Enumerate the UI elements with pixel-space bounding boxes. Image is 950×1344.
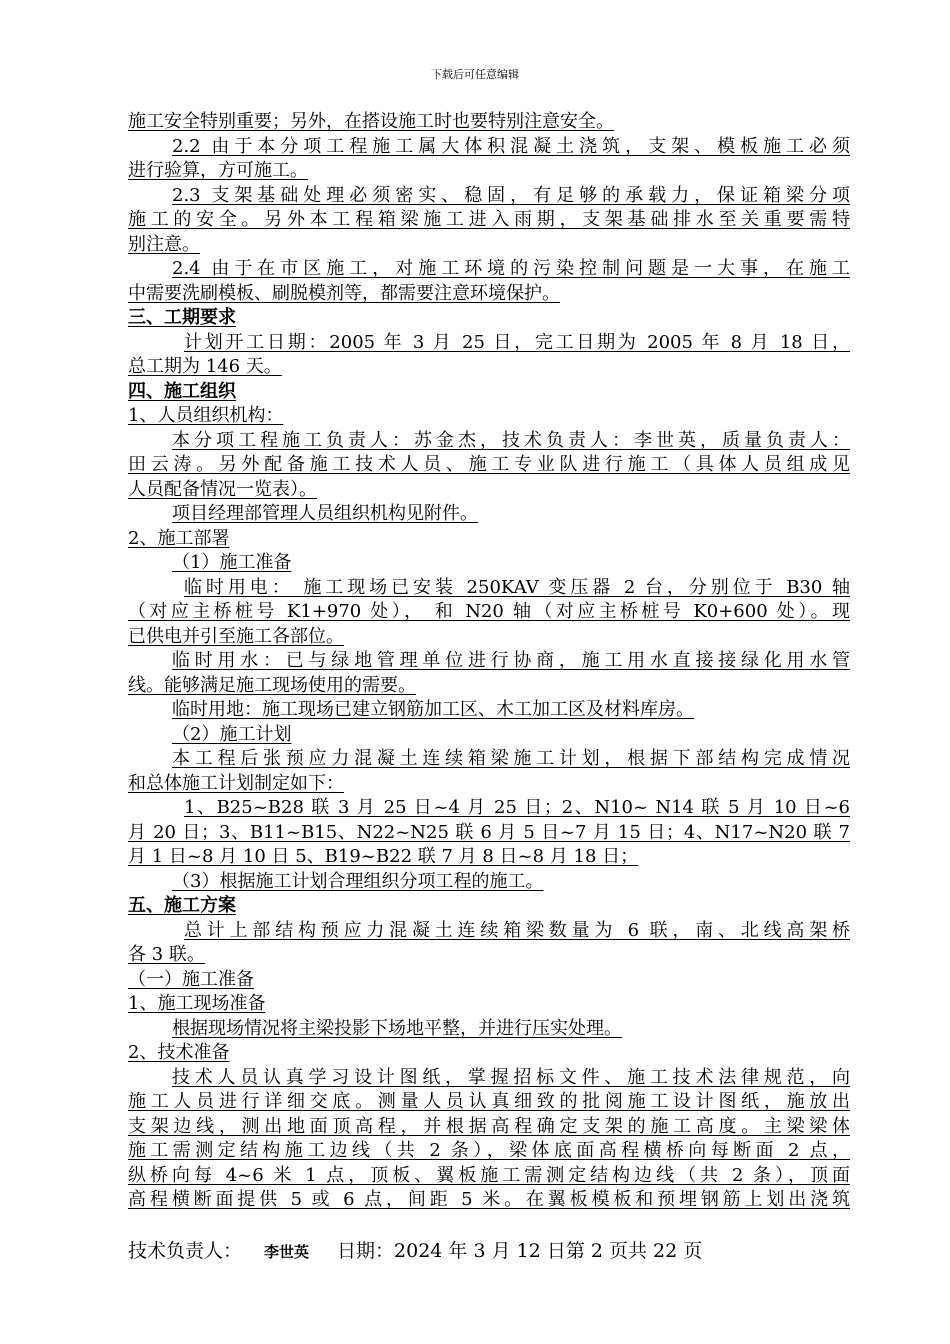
text-line: 本工程后张预应力混凝土连续箱梁施工计划，根据下部结构完成情况 (172, 748, 850, 769)
text-line: 临时用地：施工现场已建立钢筋加工区、木工加工区及材料库房。 (172, 699, 694, 720)
text-line: 月 1 日~8 月 10 日 5、B19~B22 联 7 月 8 日~8 月 18 日； (128, 846, 639, 867)
text-line: 田云涛。另外配备施工技术人员、施工专业队进行施工（具体人员组成见 (128, 454, 850, 475)
document-body (128, 110, 850, 1213)
footer-label: 技术负责人： (128, 1240, 243, 1262)
signature: 李世英 (264, 1243, 310, 1261)
text-line: 总工期为 146 天。 (128, 356, 282, 377)
footer-date: 日期：2024 年 3 月 12 日第 2 页共 22 页 (337, 1240, 703, 1262)
text-line: 各 3 联。 (128, 944, 205, 965)
text-line: （一）施工准备 (128, 968, 254, 990)
text-line: 2.2 由于本分项工程施工属大体积混凝土浇筑，支架、模板施工必须 (172, 135, 850, 157)
text-line: 2.3 支架基础处理必须密实、稳固，有足够的承载力，保证箱梁分项 (172, 184, 850, 206)
text-line: （对应主桥桩号 K1+970 处）， 和 N20 轴（对应主桥桩号 K0+600 处）。现 (128, 601, 850, 622)
text-line: 已供电并引至施工各部位。 (128, 625, 344, 647)
text-line: 2、技术准备 (128, 1042, 230, 1063)
text-line: 计划开工日期：2005 年 3 月 25 日，完工日期为 2005 年 8 月 18 日， (184, 331, 850, 353)
text-line: 施工安全特别重要；另外，在搭设施工时也要特别注意安全。 (128, 111, 614, 132)
text-line: （1）施工准备 (172, 552, 292, 573)
text-line: 施工需测定结构施工边线（共 2 条），梁体底面高程横桥向每断面 2 点， (128, 1140, 850, 1161)
text-line: 项目经理部管理人员组织机构见附件。 (172, 503, 478, 524)
text-line: 1、B25~B28 联 3 月 25 日~4 月 25 日；2、N10~ N14 联 5 月 10 日~6 (184, 797, 850, 818)
text-line: （3）根据施工计划合理组织分项工程的施工。 (172, 870, 544, 892)
text-line: 进行验算，方可施工。 (128, 160, 308, 181)
text-line: 线。能够满足施工现场使用的需要。 (128, 674, 416, 696)
text-line: 施工的安全。另外本工程箱梁施工进入雨期，支架基础排水至关重要需特 (128, 209, 850, 230)
text-line: 根据现场情况将主梁投影下场地平整，并进行压实处理。 (172, 1017, 622, 1039)
text-line: 总计上部结构预应力混凝土连续箱梁数量为 6 联，南、北线高架桥 (184, 919, 850, 941)
text-line: 施工人员进行详细交底。测量人员认真细致的批阅施工设计图纸，施放出 (128, 1091, 850, 1112)
text-line: 技术人员认真学习设计图纸，掌握招标文件、施工技术法律规范，向 (172, 1066, 850, 1088)
text-line: 月 20 日；3、B11~B15、N22~N25 联 6 月 5 日~7 月 15 日；4、N17~N20 联 7 (128, 821, 850, 843)
text-line: 人员配备情况一览表）。 (128, 478, 317, 500)
text-line: 和总体施工计划制定如下： (128, 772, 344, 794)
text-line: 1、施工现场准备 (128, 993, 266, 1014)
text-line: 临时用水：已与绿地管理单位进行协商，施工用水直接接绿化用水管 (172, 650, 850, 671)
text-line: 三、工期要求 (128, 307, 236, 328)
text-line: 本分项工程施工负责人：苏金杰，技术负责人：李世英，质量负责人： (172, 429, 850, 451)
text-line: 中需要洗刷模板、刷脱模剂等，都需要注意环境保护。 (128, 282, 560, 304)
text-line: 2、施工部署 (128, 527, 230, 549)
text-line: 纵桥向每 4~6 米 1 点，顶板、翼板施工需测定结构边线（共 2 条），顶面 (128, 1164, 850, 1186)
text-line: 四、施工组织 (128, 380, 236, 402)
text-line: 五、施工方案 (128, 895, 236, 916)
text-line: 别注意。 (128, 233, 200, 255)
text-line: 支架边线，测出地面顶高程，并根据高程确定支架的施工高度。主梁梁体 (128, 1115, 850, 1137)
text-line: 2.4 由于在市区施工，对施工环境的污染控制问题是一大事，在施工 (172, 258, 850, 279)
page-footer (128, 1236, 702, 1263)
text-line: 临时用电： 施工现场已安装 250KAV 变压器 2 台，分别位于 B30 轴 (184, 576, 850, 598)
text-line: 高程横断面提供 5 或 6 点，间距 5 米。在翼板模板和预埋钢筋上划出浇筑 (128, 1189, 850, 1210)
page-header: 下载后可任意编辑 (431, 68, 519, 81)
text-line: （2）施工计划 (172, 723, 292, 745)
text-line: 1、人员组织机构： (128, 405, 284, 426)
